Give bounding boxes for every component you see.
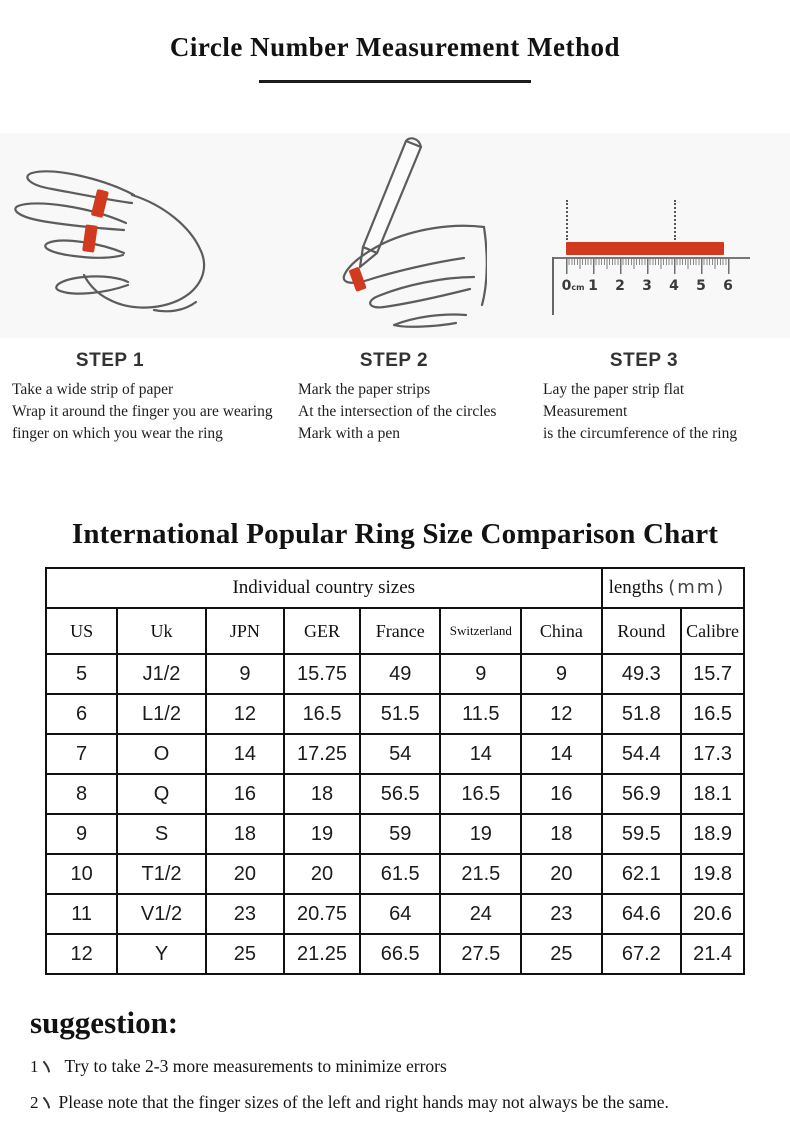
ruler-dotted-line-4 bbox=[674, 200, 676, 240]
step-1-line: Wrap it around the finger you are wearing bbox=[12, 403, 273, 420]
table-cell: 10 bbox=[46, 854, 117, 894]
table-cell: 64.6 bbox=[602, 894, 682, 934]
table-cell: Q bbox=[117, 774, 206, 814]
table-cell: 25 bbox=[206, 934, 284, 974]
step-3-text bbox=[543, 379, 785, 445]
table-cell: 64 bbox=[360, 894, 440, 934]
table-cell: 17.3 bbox=[681, 734, 744, 774]
table-cell: 24 bbox=[440, 894, 521, 934]
table-cell: O bbox=[117, 734, 206, 774]
col-header-ger: GER bbox=[284, 608, 360, 654]
col-header-round: Round bbox=[602, 608, 682, 654]
table-row bbox=[46, 734, 744, 774]
step-3-line: Measurement bbox=[543, 403, 628, 420]
table-cell: 18 bbox=[521, 814, 601, 854]
paper-strip-on-ruler bbox=[566, 242, 724, 255]
table-cell: 11.5 bbox=[440, 694, 521, 734]
suggestion-title: suggestion: bbox=[30, 1005, 179, 1040]
ruler-number: 2 bbox=[615, 278, 625, 294]
table-cell: 16 bbox=[521, 774, 601, 814]
suggestion-item-number: 2 bbox=[30, 1093, 39, 1112]
ruler-number: 4 bbox=[669, 278, 679, 294]
table-cell: 14 bbox=[521, 734, 601, 774]
table-row bbox=[46, 814, 744, 854]
col-header-jpn: JPN bbox=[206, 608, 284, 654]
step-2-line: Mark the paper strips bbox=[298, 381, 431, 398]
table-cell: 19 bbox=[440, 814, 521, 854]
table-cell: 5 bbox=[46, 654, 117, 694]
paper-strip-mark bbox=[91, 189, 109, 218]
table-cell: 18 bbox=[284, 774, 360, 814]
table-cell: 20.75 bbox=[284, 894, 360, 934]
table-row bbox=[46, 654, 744, 694]
table-cell: 14 bbox=[440, 734, 521, 774]
table-cell: 15.7 bbox=[681, 654, 744, 694]
step-3 bbox=[543, 350, 785, 445]
ruler-number: 6 bbox=[723, 278, 733, 294]
step-3-label: STEP 3 bbox=[609, 350, 679, 371]
ruler-number: 5 bbox=[696, 278, 706, 294]
ruler-illustration bbox=[540, 189, 780, 334]
ideographic-comma-icon bbox=[42, 1061, 51, 1073]
table-cell: 21.5 bbox=[440, 854, 521, 894]
table-cell: 16.5 bbox=[440, 774, 521, 814]
table-cell: 12 bbox=[521, 694, 601, 734]
title-underline bbox=[259, 80, 531, 83]
step-2 bbox=[298, 350, 536, 445]
suggestion-section bbox=[30, 1005, 790, 1113]
table-row bbox=[46, 894, 744, 934]
table-cell: V1/2 bbox=[117, 894, 206, 934]
table-row bbox=[46, 854, 744, 894]
table-cell: 9 bbox=[46, 814, 117, 854]
table-cell: 19 bbox=[284, 814, 360, 854]
table-cell: 66.5 bbox=[360, 934, 440, 974]
table-cell: 61.5 bbox=[360, 854, 440, 894]
table-cell: 59 bbox=[360, 814, 440, 854]
table-cell: J1/2 bbox=[117, 654, 206, 694]
paper-strip-mark bbox=[82, 224, 98, 252]
table-cell: L1/2 bbox=[117, 694, 206, 734]
col-header-france: France bbox=[360, 608, 440, 654]
suggestion-item-number: 1 bbox=[30, 1057, 39, 1076]
table-cell: 27.5 bbox=[440, 934, 521, 974]
table-cell: 16.5 bbox=[681, 694, 744, 734]
step-3-line: is the circumference of the ring bbox=[543, 425, 738, 442]
table-cell: 16 bbox=[206, 774, 284, 814]
step-1-label: STEP 1 bbox=[75, 350, 145, 371]
group-header-country-sizes: Individual country sizes bbox=[46, 568, 602, 608]
step-2-line: Mark with a pen bbox=[298, 425, 401, 442]
table-cell: 12 bbox=[206, 694, 284, 734]
step-2-line: At the intersection of the circles bbox=[298, 403, 497, 420]
table-cell: 16.5 bbox=[284, 694, 360, 734]
table-group-header-row bbox=[46, 568, 744, 608]
table-cell: 51.8 bbox=[602, 694, 682, 734]
col-header-calibre: Calibre bbox=[681, 608, 744, 654]
table-cell: Y bbox=[117, 934, 206, 974]
suggestion-item-2 bbox=[30, 1092, 790, 1113]
table-cell: 20 bbox=[284, 854, 360, 894]
lengths-unit: (mm) bbox=[668, 577, 726, 598]
table-row bbox=[46, 694, 744, 734]
table-cell: 51.5 bbox=[360, 694, 440, 734]
hand-pen-marking-illustration bbox=[292, 135, 487, 337]
suggestion-item-1 bbox=[30, 1056, 790, 1077]
table-cell: 17.25 bbox=[284, 734, 360, 774]
table-cell: 7 bbox=[46, 734, 117, 774]
table-cell: 67.2 bbox=[602, 934, 682, 974]
table-cell: 11 bbox=[46, 894, 117, 934]
paper-strip-mark bbox=[349, 267, 367, 292]
suggestion-item-text: Try to take 2-3 more measurements to minimize errors bbox=[64, 1056, 447, 1076]
table-cell: 12 bbox=[46, 934, 117, 974]
table-cell: 9 bbox=[521, 654, 601, 694]
group-header-lengths: lengths (mm) bbox=[602, 568, 744, 608]
ruler-number: 1 bbox=[588, 278, 598, 294]
table-cell: 62.1 bbox=[602, 854, 682, 894]
step-2-label: STEP 2 bbox=[359, 350, 429, 371]
table-cell: 21.25 bbox=[284, 934, 360, 974]
table-cell: 23 bbox=[521, 894, 601, 934]
table-cell: 15.75 bbox=[284, 654, 360, 694]
ruler-ticks bbox=[566, 259, 730, 274]
table-cell: 14 bbox=[206, 734, 284, 774]
table-row bbox=[46, 774, 744, 814]
table-cell: 18.9 bbox=[681, 814, 744, 854]
table-cell: 59.5 bbox=[602, 814, 682, 854]
ruler-unit-label: cm bbox=[571, 283, 585, 292]
page-title: Circle Number Measurement Method bbox=[169, 32, 621, 62]
col-header-switzerland: Switzerland bbox=[440, 608, 521, 654]
table-cell: 8 bbox=[46, 774, 117, 814]
table-cell: 54.4 bbox=[602, 734, 682, 774]
table-cell: 6 bbox=[46, 694, 117, 734]
steps-row bbox=[0, 350, 790, 472]
table-row bbox=[46, 934, 744, 974]
table-cell: 20 bbox=[206, 854, 284, 894]
table-cell: 19.8 bbox=[681, 854, 744, 894]
table-cell: 21.4 bbox=[681, 934, 744, 974]
hand-paper-strip-illustration bbox=[6, 143, 221, 335]
col-header-china: China bbox=[521, 608, 601, 654]
table-cell: S bbox=[117, 814, 206, 854]
step-3-line: Lay the paper strip flat bbox=[543, 381, 685, 398]
col-header-us: US bbox=[46, 608, 117, 654]
step-2-text bbox=[298, 379, 536, 445]
table-cell: T1/2 bbox=[117, 854, 206, 894]
table-cell: 18 bbox=[206, 814, 284, 854]
table-cell: 18.1 bbox=[681, 774, 744, 814]
chart-title: International Popular Ring Size Comparison Chart bbox=[71, 518, 719, 550]
table-cell: 49.3 bbox=[602, 654, 682, 694]
table-cell: 20 bbox=[521, 854, 601, 894]
table-cell: 49 bbox=[360, 654, 440, 694]
step-1 bbox=[12, 350, 284, 445]
ruler-left-edge bbox=[552, 257, 554, 315]
ruler-dotted-line-0 bbox=[566, 200, 568, 240]
step-1-text bbox=[12, 379, 284, 445]
step-1-line: Take a wide strip of paper bbox=[12, 381, 174, 398]
table-cell: 23 bbox=[206, 894, 284, 934]
illustration-band bbox=[0, 133, 790, 338]
suggestion-item-text: Please note that the finger sizes of the left and right hands may not always be the same. bbox=[58, 1092, 669, 1112]
table-cell: 56.5 bbox=[360, 774, 440, 814]
ring-size-table bbox=[45, 567, 745, 975]
table-cell: 9 bbox=[440, 654, 521, 694]
table-cell: 20.6 bbox=[681, 894, 744, 934]
col-header-uk: Uk bbox=[117, 608, 206, 654]
ruler-number-0: 0cm bbox=[561, 278, 585, 294]
table-cell: 9 bbox=[206, 654, 284, 694]
ruler-number: 3 bbox=[642, 278, 652, 294]
step-1-line: finger on which you wear the ring bbox=[12, 425, 223, 442]
table-cell: 25 bbox=[521, 934, 601, 974]
ideographic-comma-icon bbox=[42, 1097, 51, 1109]
table-cell: 56.9 bbox=[602, 774, 682, 814]
table-cell: 54 bbox=[360, 734, 440, 774]
table-column-header-row bbox=[46, 608, 744, 654]
